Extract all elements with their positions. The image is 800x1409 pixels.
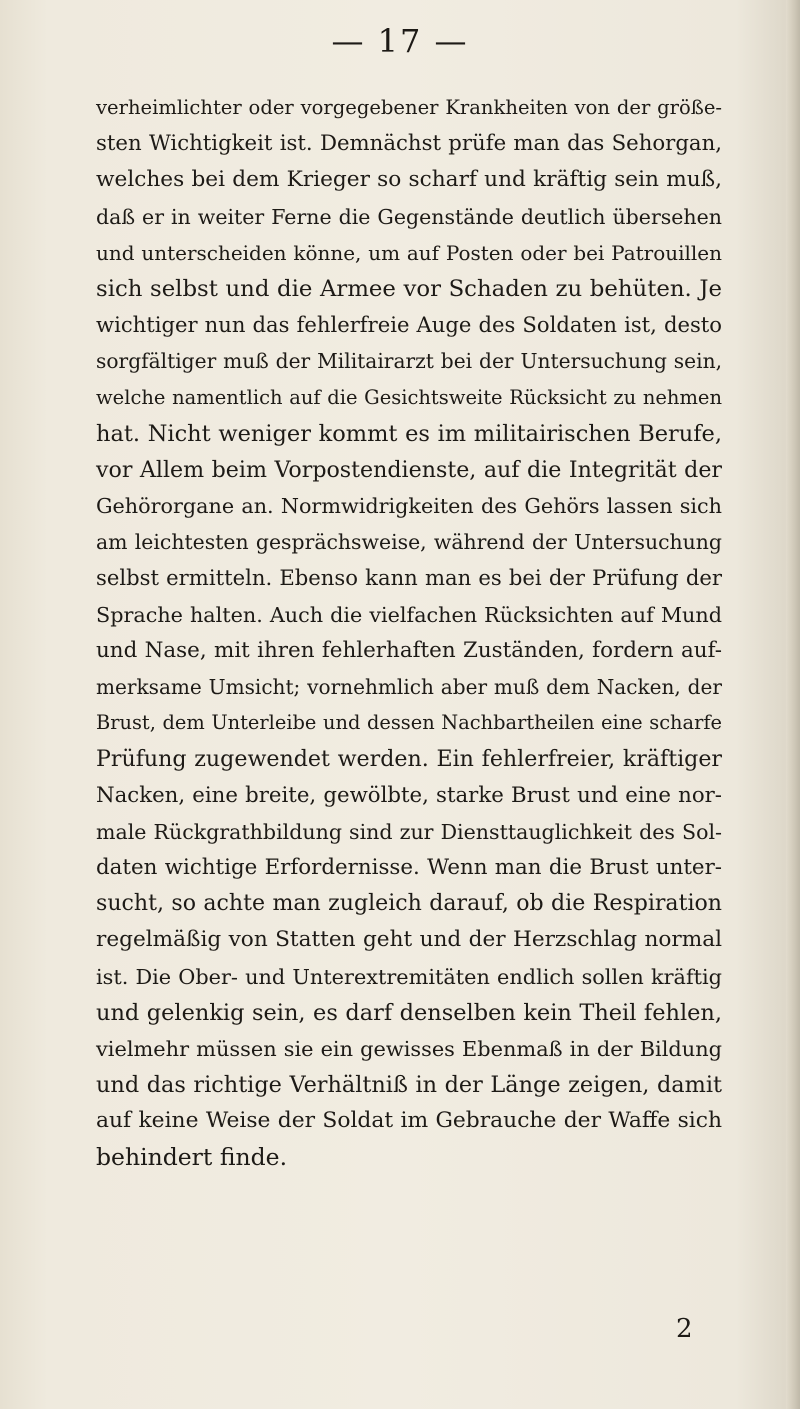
page-number-header: — 17 — — [331, 22, 469, 60]
text-line: merksame Umsicht; vornehmlich aber muß dem Nacken, der — [96, 675, 722, 699]
text-line: Brust, dem Unterleibe und dessen Nachbartheilen eine scharfe — [96, 711, 722, 735]
text-line: wichtiger nun das fehlerfreie Auge des Soldaten ist, desto — [96, 312, 722, 338]
text-line: sucht, so achte man zugleich darauf, ob die Respiration — [96, 891, 722, 917]
text-line: Gehörorgane an. Normwidrigkeiten des Gehörs lassen sich — [96, 494, 722, 519]
text-line: und Nase, mit ihren fehlerhaften Zuständen, fordern auf- — [96, 637, 722, 663]
text-line: sorgfältiger muß der Militairarzt bei der Untersuchung sein, — [96, 349, 722, 374]
text-line: daß er in weiter Ferne die Gegenstände deutlich übersehen — [96, 204, 722, 229]
text-line: sich selbst und die Armee vor Schaden zu behüten. Je — [96, 275, 722, 302]
text-line: Nacken, eine breite, gewölbte, starke Brust und eine nor- — [96, 782, 722, 808]
page-edge-shadow — [786, 0, 800, 1409]
text-line: selbst ermitteln. Ebenso kann man es bei der Prüfung der — [96, 565, 722, 591]
text-line: regelmäßig von Statten geht und der Herzschlag normal — [96, 927, 722, 953]
text-line: vielmehr müssen sie ein gewisses Ebenmaß in der Bildung — [96, 1036, 722, 1061]
body-paragraph — [96, 90, 722, 1176]
text-line: Prüfung zugewendet werden. Ein fehlerfreier, kräftiger — [96, 746, 722, 773]
text-line: welche namentlich auf die Gesichtsweite Rücksicht zu nehmen — [96, 385, 722, 409]
text-line: am leichtesten gesprächsweise, während der Untersuchung — [96, 530, 722, 555]
text-line: male Rückgrathbildung sind zur Diensttauglichkeit des Sol- — [96, 819, 722, 844]
text-line: sten Wichtigkeit ist. Demnächst prüfe man das Sehorgan, — [96, 131, 722, 157]
text-line: welches bei dem Krieger so scharf und kräftig sein muß, — [96, 167, 722, 193]
text-line: ist. Die Ober- und Unterextremitäten endlich sollen kräftig — [96, 964, 722, 989]
text-line: verheimlichter oder vorgegebener Krankheiten von der größe- — [96, 96, 722, 119]
text-line: hat. Nicht weniger kommt es im militairischen Berufe, — [96, 420, 722, 447]
text-line: und gelenkig sein, es darf denselben kein Theil fehlen, — [96, 999, 722, 1026]
text-line-last: behindert finde. — [96, 1143, 288, 1172]
text-line: auf keine Weise der Soldat im Gebrauche der Waffe sich — [96, 1108, 722, 1134]
text-line: Sprache halten. Auch die vielfachen Rücksichten auf Mund — [96, 602, 722, 627]
text-line: vor Allem beim Vorpostendienste, auf die Integrität der — [96, 456, 722, 483]
text-line: daten wichtige Erfordernisse. Wenn man die Brust unter- — [96, 854, 722, 880]
signature-mark: 2 — [676, 1314, 693, 1344]
text-line: und das richtige Verhältniß in der Länge zeigen, damit — [96, 1072, 722, 1099]
text-line: und unterscheiden könne, um auf Posten oder bei Patrouillen — [96, 240, 722, 265]
